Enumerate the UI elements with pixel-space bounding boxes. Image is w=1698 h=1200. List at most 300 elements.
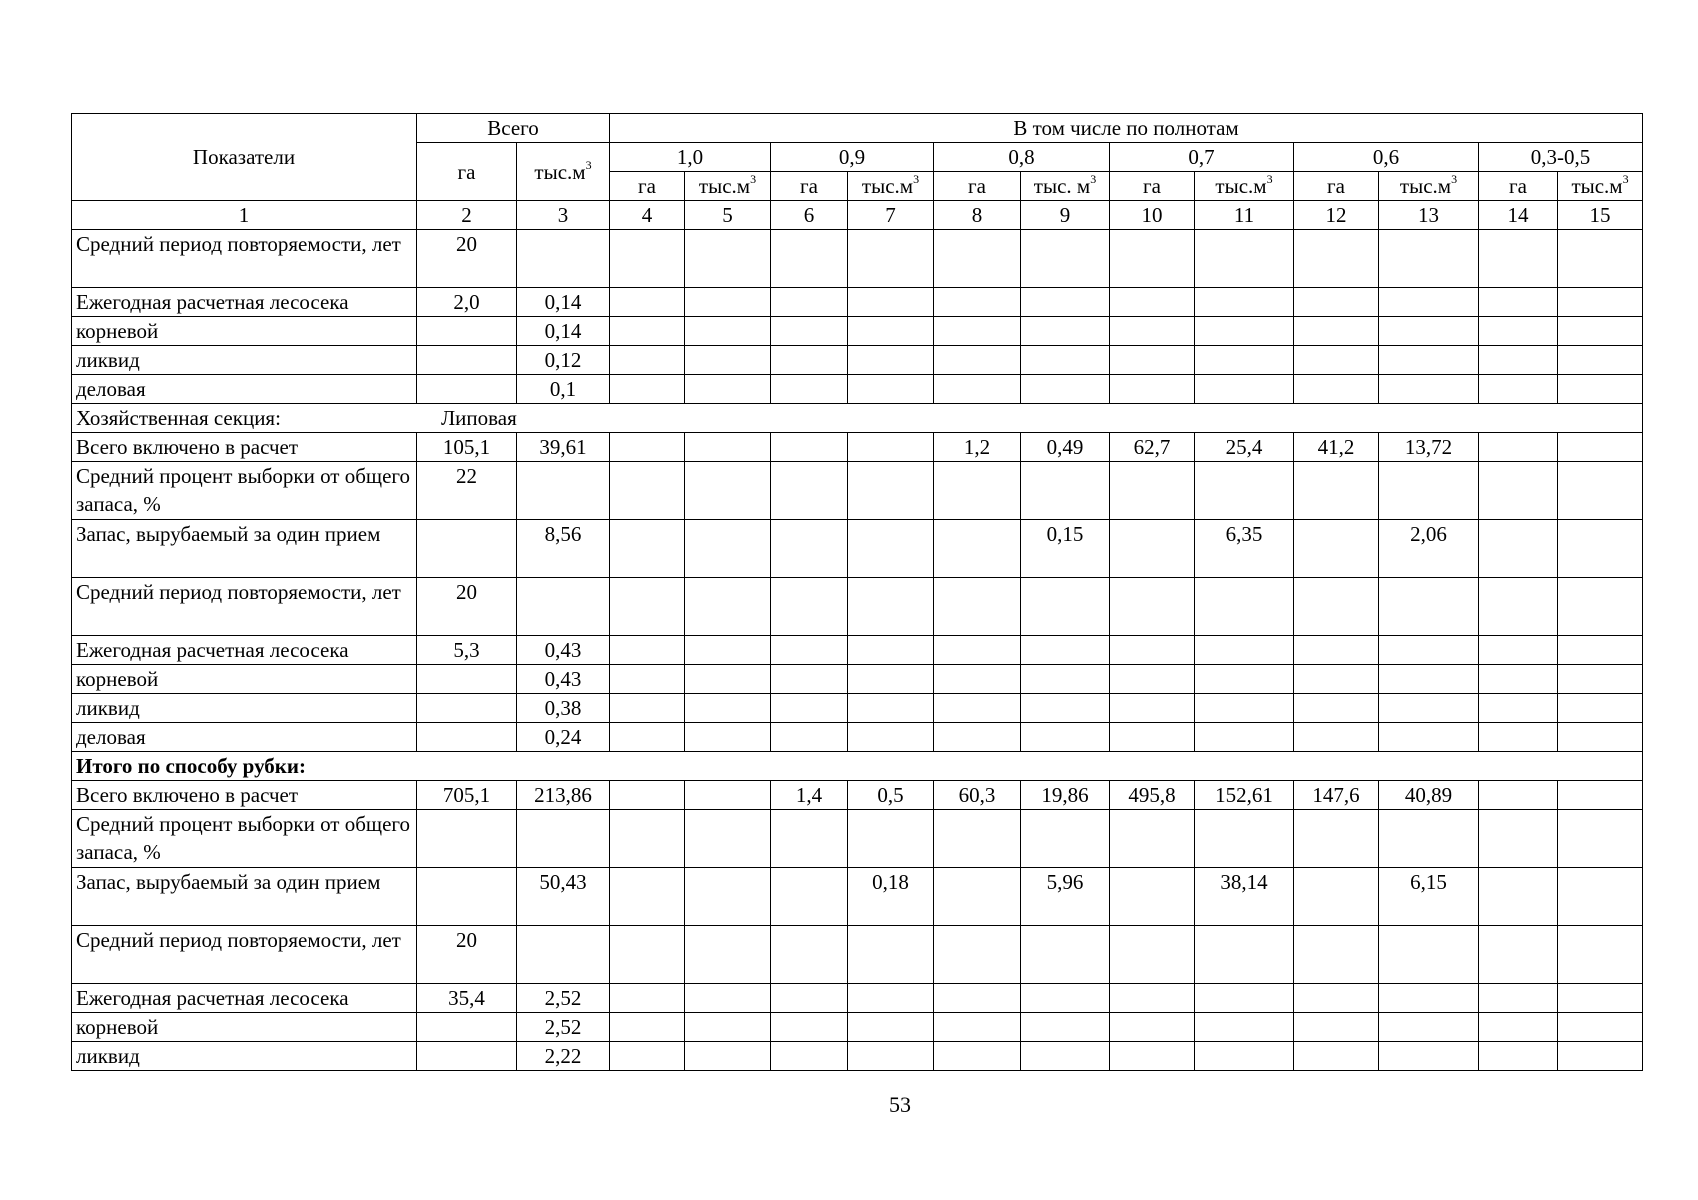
value-cell [771,317,848,346]
value-cell: 1,4 [771,781,848,810]
value-cell: 105,1 [417,433,517,462]
value-cell: 2,06 [1379,520,1479,578]
value-cell: 60,3 [934,781,1021,810]
header-total-vol: $тыс.м^3$ [517,143,610,201]
value-cell [934,317,1021,346]
value-cell [1479,230,1558,288]
value-cell [771,433,848,462]
value-cell [1195,346,1294,375]
value-cell [934,520,1021,578]
value-cell [1479,810,1558,868]
value-cell [848,926,934,984]
value-cell: 0,15 [1021,520,1110,578]
value-cell [1379,723,1479,752]
row-label: Запас, вырубаемый за один прием [72,868,417,926]
value-cell [848,636,934,665]
value-cell [848,230,934,288]
column-number-row [72,201,1643,230]
value-cell [1379,346,1479,375]
row-label: деловая [72,723,417,752]
value-cell [1479,433,1558,462]
value-cell [610,926,685,984]
value-cell [685,781,771,810]
value-cell [1294,926,1379,984]
value-cell [610,868,685,926]
value-cell [685,868,771,926]
value-cell [685,694,771,723]
value-cell [417,665,517,694]
value-cell [848,317,934,346]
value-cell [1021,810,1110,868]
column-number: 15 [1558,201,1643,230]
value-cell [517,926,610,984]
header-unit-ha: га [1479,172,1558,201]
value-cell [1479,317,1558,346]
column-number: 3 [517,201,610,230]
value-cell [848,520,934,578]
value-cell: 50,43 [517,868,610,926]
value-cell [1110,1013,1195,1042]
value-cell: 0,24 [517,723,610,752]
row-label: Средний процент выборки от общего запаса, % [72,810,417,868]
value-cell [771,520,848,578]
value-cell: 0,38 [517,694,610,723]
column-number: 10 [1110,201,1195,230]
value-cell [934,346,1021,375]
value-cell [1021,665,1110,694]
value-cell [1195,1042,1294,1071]
table-row [72,868,1643,926]
value-cell [1294,288,1379,317]
value-cell [1021,1042,1110,1071]
row-label: деловая [72,375,417,404]
value-cell [1558,1013,1643,1042]
value-cell [610,462,685,520]
header-unit-vol: $тыс.м^3$ [1379,172,1479,201]
header-indicators: Показатели [72,114,417,201]
table-row [72,810,1643,868]
value-cell [934,1042,1021,1071]
value-cell [1558,578,1643,636]
column-number: 2 [417,201,517,230]
value-cell [1379,810,1479,868]
column-number: 5 [685,201,771,230]
value-cell [1294,578,1379,636]
value-cell: 35,4 [417,984,517,1013]
value-cell [417,317,517,346]
value-cell [771,665,848,694]
value-cell [934,462,1021,520]
header-total: Всего [417,114,610,143]
value-cell [610,810,685,868]
value-cell [1379,636,1479,665]
value-cell: 0,18 [848,868,934,926]
value-cell [1294,636,1379,665]
value-cell [417,375,517,404]
value-cell [771,723,848,752]
value-cell [1479,462,1558,520]
value-cell: 0,12 [517,346,610,375]
value-cell [685,433,771,462]
value-cell [610,984,685,1013]
table-row [72,462,1643,520]
value-cell [610,781,685,810]
value-cell [1195,926,1294,984]
table-row [72,375,1643,404]
value-cell [1379,694,1479,723]
value-cell [1479,346,1558,375]
value-cell [1110,723,1195,752]
value-cell [1558,984,1643,1013]
value-cell: 20 [417,926,517,984]
value-cell [771,288,848,317]
table-row [72,723,1643,752]
value-cell: 2,0 [417,288,517,317]
value-cell [1195,723,1294,752]
value-cell: 8,56 [517,520,610,578]
value-cell [1558,230,1643,288]
value-cell: 0,1 [517,375,610,404]
value-cell [1110,520,1195,578]
value-cell: 5,96 [1021,868,1110,926]
value-cell [1110,984,1195,1013]
section-label: Хозяйственная секция: [76,406,281,430]
table-row [72,404,1643,433]
value-cell [685,984,771,1013]
header-unit-ha: га [1110,172,1195,201]
value-cell [1558,723,1643,752]
value-cell [610,317,685,346]
value-cell [934,375,1021,404]
table-row [72,520,1643,578]
value-cell [1294,984,1379,1013]
table-row [72,346,1643,375]
value-cell [417,810,517,868]
value-cell [771,636,848,665]
column-number: 9 [1021,201,1110,230]
table-body [72,230,1643,1071]
subtotal-heading: Итого по способу рубки: [72,752,1643,781]
value-cell: 705,1 [417,781,517,810]
value-cell [934,230,1021,288]
row-label: корневой [72,665,417,694]
value-cell [517,462,610,520]
value-cell [848,346,934,375]
value-cell [610,636,685,665]
value-cell [1110,578,1195,636]
row-label: Ежегодная расчетная лесосека [72,288,417,317]
value-cell: 0,43 [517,636,610,665]
value-cell [1379,375,1479,404]
value-cell [1110,694,1195,723]
value-cell: 2,22 [517,1042,610,1071]
value-cell: 2,52 [517,984,610,1013]
value-cell [1294,230,1379,288]
value-cell: 6,35 [1195,520,1294,578]
value-cell: 38,14 [1195,868,1294,926]
header-density: 0,6 [1294,143,1479,172]
row-label: ликвид [72,346,417,375]
value-cell [934,1013,1021,1042]
value-cell [1195,375,1294,404]
value-cell [1110,1042,1195,1071]
value-cell [1294,665,1379,694]
section-row-cell [72,404,1643,433]
value-cell [1294,346,1379,375]
value-cell [1558,868,1643,926]
row-label: ликвид [72,694,417,723]
value-cell [848,1013,934,1042]
value-cell [934,984,1021,1013]
value-cell [610,230,685,288]
value-cell [1479,520,1558,578]
value-cell [685,346,771,375]
value-cell [1110,346,1195,375]
table-row [72,230,1643,288]
row-label: Всего включено в расчет [72,781,417,810]
value-cell [848,723,934,752]
value-cell [1195,694,1294,723]
value-cell [1110,230,1195,288]
value-cell [1195,462,1294,520]
header-by-density: В том числе по полнотам [610,114,1643,143]
column-number: 11 [1195,201,1294,230]
value-cell [1379,288,1479,317]
value-cell [848,810,934,868]
value-cell [1479,984,1558,1013]
table-row [72,433,1643,462]
header-unit-ha: га [771,172,848,201]
value-cell [1558,1042,1643,1071]
value-cell [610,520,685,578]
column-number: 6 [771,201,848,230]
value-cell: 40,89 [1379,781,1479,810]
value-cell [1021,636,1110,665]
value-cell [1479,636,1558,665]
value-cell [1558,694,1643,723]
value-cell: 25,4 [1195,433,1294,462]
value-cell [685,723,771,752]
value-cell [771,868,848,926]
value-cell [1558,926,1643,984]
value-cell [517,578,610,636]
value-cell: 0,43 [517,665,610,694]
value-cell [848,1042,934,1071]
row-label: Средний процент выборки от общего запаса, % [72,462,417,520]
value-cell [1021,984,1110,1013]
value-cell [1110,288,1195,317]
value-cell [1558,375,1643,404]
value-cell [1021,1013,1110,1042]
value-cell [934,723,1021,752]
value-cell [1379,1042,1479,1071]
value-cell: 6,15 [1379,868,1479,926]
value-cell [934,665,1021,694]
table-row [72,636,1643,665]
table-row [72,288,1643,317]
value-cell: 152,61 [1195,781,1294,810]
value-cell [685,317,771,346]
table-row [72,984,1643,1013]
value-cell [1021,375,1110,404]
value-cell [771,1013,848,1042]
value-cell: 39,61 [517,433,610,462]
header-density: 0,9 [771,143,934,172]
value-cell [1110,375,1195,404]
header-unit-ha: га [610,172,685,201]
row-label: корневой [72,1013,417,1042]
value-cell [771,346,848,375]
column-number: 1 [72,201,417,230]
value-cell [1294,694,1379,723]
column-number: 4 [610,201,685,230]
value-cell [1294,868,1379,926]
header-density: 0,3-0,5 [1479,143,1643,172]
value-cell [848,694,934,723]
value-cell [1294,1013,1379,1042]
value-cell: 22 [417,462,517,520]
value-cell [771,1042,848,1071]
value-cell [685,810,771,868]
value-cell [1479,723,1558,752]
value-cell [1110,317,1195,346]
value-cell [685,665,771,694]
value-cell [1110,665,1195,694]
table-row [72,694,1643,723]
value-cell [1379,317,1479,346]
row-label: Средний период повторяемости, лет [72,926,417,984]
value-cell [610,1013,685,1042]
table-header [72,114,1643,230]
value-cell [517,230,610,288]
section-value: Липовая [440,406,517,430]
value-cell [848,665,934,694]
value-cell: 13,72 [1379,433,1479,462]
value-cell [848,433,934,462]
value-cell [610,346,685,375]
header-unit-vol: $тыс.м^3$ [848,172,934,201]
value-cell [934,810,1021,868]
value-cell [771,462,848,520]
value-cell [1110,462,1195,520]
value-cell [417,868,517,926]
value-cell [1021,230,1110,288]
value-cell [1479,288,1558,317]
value-cell [1021,578,1110,636]
value-cell [1110,926,1195,984]
row-label: Ежегодная расчетная лесосека [72,984,417,1013]
row-label: Ежегодная расчетная лесосека [72,636,417,665]
value-cell [1110,636,1195,665]
value-cell [1294,723,1379,752]
value-cell [1558,433,1643,462]
column-number: 8 [934,201,1021,230]
value-cell [417,694,517,723]
row-label: Запас, вырубаемый за один прием [72,520,417,578]
value-cell [1379,230,1479,288]
value-cell [1294,520,1379,578]
value-cell [1479,578,1558,636]
value-cell [685,578,771,636]
table-row [72,578,1643,636]
value-cell [685,462,771,520]
row-label: Всего включено в расчет [72,433,417,462]
value-cell [685,520,771,578]
header-unit-vol: $тыс.м^3$ [685,172,771,201]
value-cell [1558,810,1643,868]
value-cell [1479,1042,1558,1071]
table-row [72,665,1643,694]
value-cell [1479,375,1558,404]
value-cell [1479,781,1558,810]
value-cell [1021,288,1110,317]
header-unit-vol: $тыс.м^3$ [1558,172,1643,201]
value-cell [848,462,934,520]
value-cell [1558,665,1643,694]
value-cell [1021,723,1110,752]
value-cell: 19,86 [1021,781,1110,810]
value-cell [934,926,1021,984]
value-cell [1195,230,1294,288]
header-unit-vol: тыс. $м^3$ [1021,172,1110,201]
value-cell [1021,926,1110,984]
value-cell [1479,868,1558,926]
value-cell [1195,317,1294,346]
value-cell [771,984,848,1013]
header-density: 1,0 [610,143,771,172]
value-cell [1294,375,1379,404]
value-cell [1294,810,1379,868]
value-cell [1558,636,1643,665]
value-cell: 495,8 [1110,781,1195,810]
value-cell [610,1042,685,1071]
value-cell [417,346,517,375]
value-cell [1021,346,1110,375]
value-cell [610,694,685,723]
value-cell [1479,694,1558,723]
value-cell [1021,694,1110,723]
table-row [72,926,1643,984]
forest-data-table [71,113,1643,1071]
value-cell [771,230,848,288]
column-number: 14 [1479,201,1558,230]
value-cell [685,1042,771,1071]
value-cell [610,433,685,462]
value-cell [1195,810,1294,868]
header-unit-vol: $тыс.м^3$ [1195,172,1294,201]
value-cell [1379,984,1479,1013]
header-unit-ha: га [934,172,1021,201]
value-cell [771,578,848,636]
page-number: 53 [889,1092,911,1117]
header-density: 0,7 [1110,143,1294,172]
value-cell [1379,1013,1479,1042]
column-number: 7 [848,201,934,230]
value-cell [685,375,771,404]
row-label: ликвид [72,1042,417,1071]
value-cell [685,288,771,317]
row-label: корневой [72,317,417,346]
table-row [72,1042,1643,1071]
value-cell [934,288,1021,317]
value-cell [417,1042,517,1071]
value-cell [1379,578,1479,636]
value-cell [417,1013,517,1042]
value-cell: 0,49 [1021,433,1110,462]
value-cell [771,926,848,984]
row-label: Средний период повторяемости, лет [72,230,417,288]
value-cell [1195,665,1294,694]
